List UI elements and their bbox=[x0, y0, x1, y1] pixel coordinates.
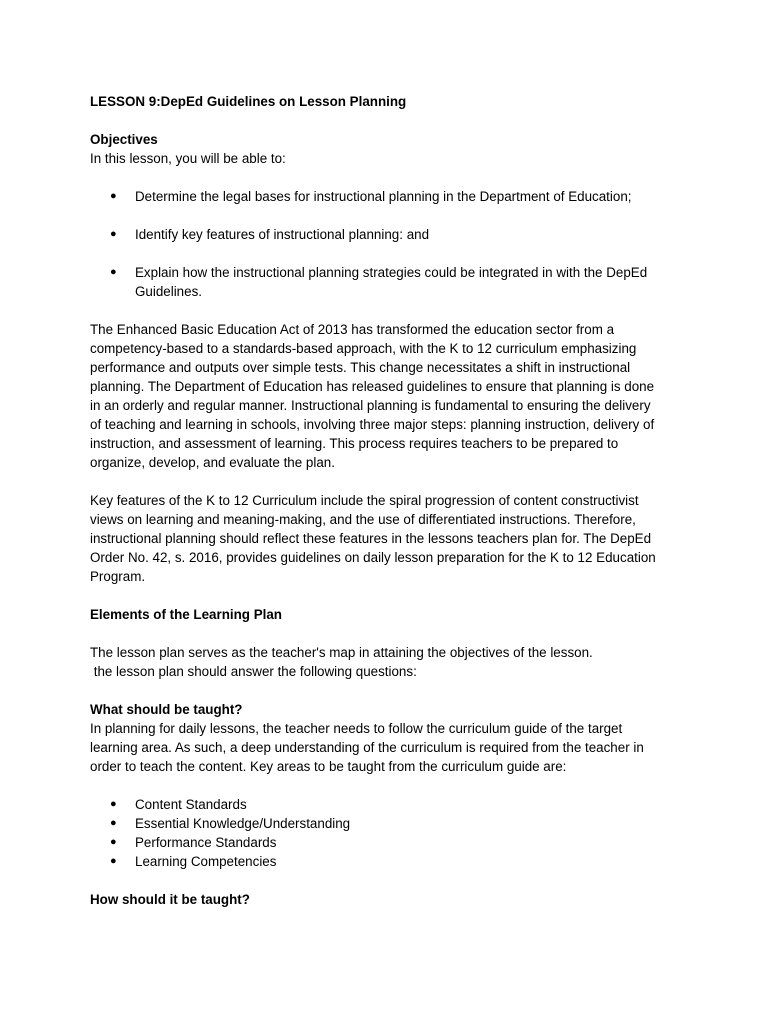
bullet-icon: ● bbox=[110, 266, 117, 278]
paragraph-line: performance and outputs over simple tests. This change necessitates a shift in instructional bbox=[90, 360, 631, 375]
paragraph-line: Program. bbox=[90, 569, 146, 584]
objectives-list bbox=[90, 187, 690, 301]
paragraph-line: Key features of the K to 12 Curriculum include the spiral progression of content constructivist bbox=[90, 493, 639, 508]
objectives-intro: In this lesson, you will be able to: bbox=[90, 151, 286, 166]
paragraph-line: instruction, and assessment of learning. This process requires teachers to be prepared to bbox=[90, 436, 619, 451]
bullet-icon: ● bbox=[110, 798, 117, 810]
list-item bbox=[90, 852, 690, 871]
key-areas-list bbox=[90, 795, 690, 871]
paragraph-line: in an orderly and regular manner. Instructional planning is fundamental to ensuring the delivery bbox=[90, 398, 651, 413]
bullet-icon: ● bbox=[110, 855, 117, 867]
objective-text: Identify key features of instructional planning: and bbox=[135, 227, 430, 242]
objectives-heading: Objectives bbox=[90, 132, 158, 147]
key-area-text: Content Standards bbox=[135, 797, 247, 812]
bullet-icon: ● bbox=[110, 836, 117, 848]
bullet-icon: ● bbox=[110, 190, 117, 202]
paragraph-line: the lesson plan should answer the following questions: bbox=[90, 664, 417, 679]
paragraph-line: of teaching and learning in schools, involving three major steps: planning instruction, delivery of bbox=[90, 417, 655, 432]
bullet-icon: ● bbox=[110, 817, 117, 829]
objective-text: Explain how the instructional planning strategies could be integrated in with the DepEd bbox=[135, 265, 648, 280]
paragraph-line: planning. The Department of Education has released guidelines to ensure that planning is done bbox=[90, 379, 655, 394]
list-item bbox=[90, 187, 690, 206]
objective-text: Determine the legal bases for instructional planning in the Department of Education; bbox=[135, 189, 632, 204]
intro-paragraph bbox=[90, 320, 690, 472]
document-page bbox=[90, 92, 690, 909]
key-features-paragraph bbox=[90, 491, 690, 586]
how-heading: How should it be taught? bbox=[90, 892, 250, 907]
lesson-title: LESSON 9:DepEd Guidelines on Lesson Planning bbox=[90, 94, 407, 109]
key-area-text: Learning Competencies bbox=[135, 854, 277, 869]
objective-text: Guidelines. bbox=[135, 284, 202, 299]
paragraph-line: The lesson plan serves as the teacher's map in attaining the objectives of the lesson. bbox=[90, 645, 593, 660]
list-item bbox=[90, 795, 690, 814]
elements-heading: Elements of the Learning Plan bbox=[90, 607, 282, 622]
paragraph-line: The Enhanced Basic Education Act of 2013 has transformed the education sector from a bbox=[90, 322, 615, 337]
bullet-icon: ● bbox=[110, 228, 117, 240]
paragraph-line: Order No. 42, s. 2016, provides guidelines on daily lesson preparation for the K to 12 Education bbox=[90, 550, 656, 565]
paragraph-line: learning area. As such, a deep understanding of the curriculum is required from the teacher in bbox=[90, 740, 644, 755]
paragraph-line: competency-based to a standards-based approach, with the K to 12 curriculum emphasizing bbox=[90, 341, 637, 356]
list-item bbox=[90, 814, 690, 833]
what-heading: What should be taught? bbox=[90, 702, 243, 717]
list-item bbox=[90, 833, 690, 852]
list-item bbox=[90, 225, 690, 244]
key-area-text: Performance Standards bbox=[135, 835, 277, 850]
key-area-text: Essential Knowledge/Understanding bbox=[135, 816, 351, 831]
paragraph-line: views on learning and meaning-making, and the use of differentiated instructions. Therefore, bbox=[90, 512, 636, 527]
paragraph-line: organize, develop, and evaluate the plan. bbox=[90, 455, 335, 470]
paragraph-line: In planning for daily lessons, the teacher needs to follow the curriculum guide of the target bbox=[90, 721, 623, 736]
paragraph-line: instructional planning should reflect these features in the lessons teachers plan for. The DepEd bbox=[90, 531, 652, 546]
paragraph-line: order to teach the content. Key areas to be taught from the curriculum guide are: bbox=[90, 759, 567, 774]
list-item bbox=[90, 263, 690, 301]
